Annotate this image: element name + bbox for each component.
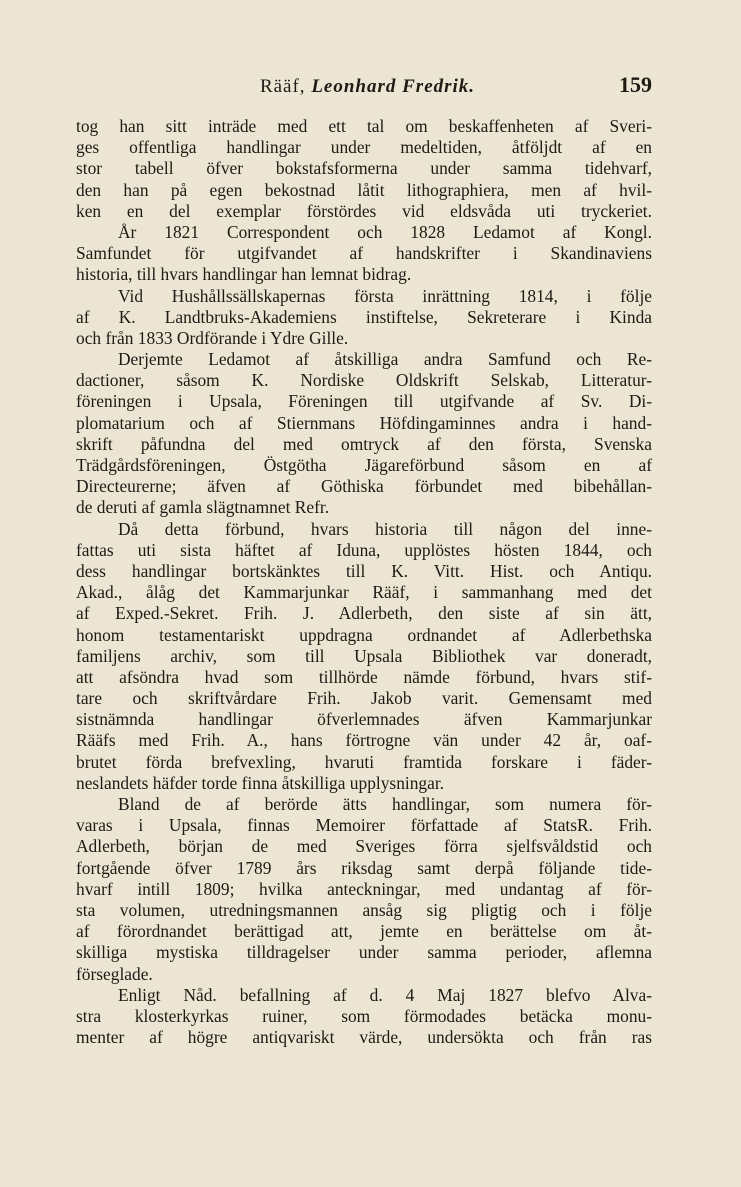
page-number: 159 [619,72,652,97]
text-line: föreningen i Upsala, Föreningen till utgifvande af Sv. Di- [76,391,652,412]
text-line: de deruti af gamla slägtnamnet Refr. [76,497,330,518]
text-line: familjens archiv, som till Upsala Bibliothek var doneradt, [76,645,652,666]
text-line: historia, till hvars handlingar han lemnat bidrag. [76,264,412,285]
text-line: sistnämnda handlingar öfverlemnades äfven Kammarjunkar [76,709,652,730]
text-line: Då detta förbund, hvars historia till någon del inne- [118,518,652,539]
text-line: Bland de af berörde ätts handlingar, som numera för- [118,794,652,814]
text-line: af förordnandet berättigad att, jemte en berättelse om åt- [76,921,652,942]
text-line: ken en del exemplar förstördes vid eldsvåda uti tryckeriet. [76,200,652,221]
text-line: att afsöndra hvad som tillhörde nämde förbund, hvars stif- [76,666,652,687]
text-line: fortgående öfver 1789 års riksdag samt derpå följande tide- [76,857,652,878]
text-line: Samfundet för utgifvandet af handskrifter i Skandinaviens [76,243,652,264]
text-line: Akad., ålåg det Kammarjunkar Rääf, i sammanhang med det [76,582,652,603]
text-line: ges offentliga handlingar under medeltiden, åtföljdt af en [76,137,652,158]
text-line: stra klosterkyrkas ruiner, som förmodades betäcka monu- [76,1005,652,1026]
text-line: af K. Landtbruks-Akademiens instiftelse, Sekreterare i Kinda [76,306,652,327]
text-line: Derjemte Ledamot af åtskilliga andra Samfund och Re- [118,349,652,370]
text-line: dactioner, såsom K. Nordiske Oldskrift Selskab, Litteratur- [76,370,652,391]
text-line: dess handlingar bortskänktes till K. Vitt. Hist. och Antiqu. [76,560,652,581]
text-line: och från 1833 Ordförande i Ydre Gille. [76,327,349,348]
text-line: fattas uti sista häftet af Iduna, upplöstes hösten 1844, och [76,539,652,560]
text-line: Rääfs med Frih. A., hans förtrogne vän under 42 år, oaf- [76,730,652,751]
page-header [76,72,652,98]
text-line: Vid Hushållssällskapernas första inrättning 1814, i följe [118,285,652,306]
text-line: af Exped.-Sekret. Frih. J. Adlerbeth, den siste af sin ätt, [76,603,652,624]
running-head-name: Leonhard Fredrik. [311,76,476,97]
text-line: brutet förda brefvexling, hvaruti framtida forskare i fäder- [76,751,652,772]
text-line: Directeurerne; äfven af Göthiska förbundet med bibehållan- [76,476,652,497]
running-head-surname: Rääf, [259,76,306,97]
text-line: stor tabell öfver bokstafsformerna under samma tidehvarf, [76,158,652,179]
text-line: neslandets häfder torde finna åtskilliga upplysningar. [76,772,445,793]
text-line: tog han sitt inträde med ett tal om beskaffenheten af Sveri- [76,116,652,136]
text-line: Enligt Nåd. befallning af d. 4 Maj 1827 blefvo Alva- [118,984,652,1005]
text-line: tare och skriftvårdare Frih. Jakob varit. Gemensamt med [76,688,652,709]
text-line: År 1821 Correspondent och 1828 Ledamot af Kongl. [118,221,652,242]
text-line: Trädgårdsföreningen, Östgötha Jägareförbund såsom en af [76,455,652,475]
text-line: varas i Upsala, finnas Memoirer författade af StatsR. Frih. [76,815,652,836]
text-line: honom testamentariskt uppdragna ordnandet af Adlerbethska [76,624,652,645]
text-line: sta volumen, utredningsmannen ansåg sig pligtig och i följe [76,899,652,920]
text-line: skilliga mystiska tilldragelser under samma perioder, aflemna [76,942,652,963]
text-line: menter af högre antiqvariskt värde, undersökta och från ras [76,1027,652,1048]
running-head [116,76,619,98]
text-line: skrift påfundna del med omtryck af den första, Svenska [76,433,652,454]
text-line: hvarf intill 1809; hvilka anteckningar, med undantag af för- [76,878,652,899]
body-text [76,116,652,1048]
text-line: plomatarium och af Stiernmans Höfdingaminnes andra i hand- [76,412,652,433]
text-line: Adlerbeth, början de med Sveriges förra sjelfsvåldstid och [76,836,652,857]
text-line: den han på egen bekostnad låtit lithographiera, men af hvil- [76,179,652,200]
text-line: förseglade. [76,963,153,984]
